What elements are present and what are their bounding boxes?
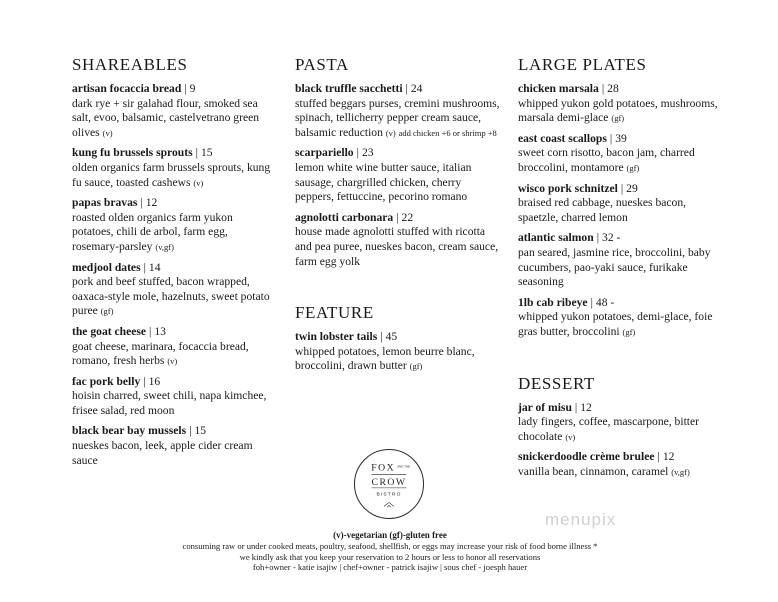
menu-item-name: black bear bay mussels bbox=[72, 424, 187, 438]
dietary-tag: (v) bbox=[167, 356, 178, 367]
menu-item-description-text: whipped yukon potatoes, demi-glace, foie gras butter, broccolini bbox=[518, 310, 713, 338]
menu-item-price: 15 bbox=[200, 146, 213, 160]
menu-item-header bbox=[518, 401, 718, 416]
menu-item-description bbox=[72, 340, 277, 369]
price-separator: | bbox=[356, 146, 359, 160]
menu-item bbox=[518, 182, 718, 226]
menu-item-name: jar of misu bbox=[518, 400, 572, 414]
dietary-tag: (gf) bbox=[611, 113, 625, 124]
menu-item-name: east coast scallops bbox=[518, 131, 607, 145]
menu-item-description bbox=[295, 161, 500, 205]
menu-item-description-text: roasted olden organics farm yukon potatoes, chili de arbol, farm egg, rosemary-parsley bbox=[72, 210, 233, 253]
price-separator: | bbox=[396, 210, 399, 224]
menu-item-price: 12 bbox=[662, 450, 675, 464]
dietary-tag: (v) bbox=[565, 431, 576, 442]
menu-item-price: 22 bbox=[401, 210, 414, 224]
pasta-column bbox=[295, 55, 500, 380]
menu-item-description bbox=[518, 246, 718, 290]
dietary-tag: (v) bbox=[102, 127, 113, 138]
menu-item bbox=[72, 325, 277, 369]
menu-item-description-text: whipped potatoes, lemon beurre blanc, broccolini, drawn butter bbox=[295, 344, 475, 373]
menu-item-name: 1lb cab ribeye bbox=[518, 295, 588, 309]
menu-item-header bbox=[72, 261, 277, 276]
logo-line2: CROW bbox=[371, 476, 407, 488]
section-title-feature: FEATURE bbox=[295, 303, 374, 323]
menu-item-description-text: sweet corn risotto, bacon jam, charred broccolini, montamore bbox=[518, 146, 695, 174]
price-separator: | bbox=[184, 82, 187, 95]
menu-item-description-text: lemon white wine butter sauce, italian sausage, chargrilled chicken, cherry peppers, fettuccine, pecorino romano bbox=[295, 160, 472, 204]
menu-item bbox=[518, 450, 718, 479]
menu-footer bbox=[120, 530, 660, 573]
menu-item-header bbox=[518, 82, 718, 97]
large-plates-column bbox=[518, 55, 718, 485]
menu-item-description-text: dark rye + sir galahad flour, smoked sea salt, evoo, balsamic, castelvetrano green olives bbox=[72, 96, 260, 139]
logo-emblem-icon bbox=[355, 450, 423, 518]
dietary-tag: (gf) bbox=[622, 326, 636, 337]
menu-item-description bbox=[295, 97, 500, 141]
price-separator: | bbox=[140, 196, 143, 210]
menu-item-name: medjool dates bbox=[72, 260, 141, 274]
menu-item-name: agnolotti carbonara bbox=[295, 210, 394, 224]
logo-line1: FOX bbox=[371, 462, 396, 474]
menu-item-price: 23 bbox=[361, 146, 374, 160]
menu-item-description bbox=[518, 196, 718, 225]
menu-item-price: 14 bbox=[148, 260, 161, 274]
menu-item-header bbox=[295, 330, 500, 345]
menu-item-name: wisco pork schnitzel bbox=[518, 181, 618, 195]
menu-item-description-text: olden organics farm brussels sprouts, kung fu sauce, toasted cashews bbox=[72, 160, 271, 189]
menu-item-price: 48 - bbox=[595, 295, 615, 309]
section-title-dessert: DESSERT bbox=[518, 373, 595, 393]
menu-item-description bbox=[72, 211, 277, 255]
menu-item-description bbox=[72, 161, 277, 190]
menu-item-description-text: hoisin charred, sweet chili, napa kimchee, frisee salad, red moon bbox=[72, 389, 267, 417]
fox-and-crow-logo bbox=[354, 449, 424, 519]
menu-item-name: artisan focaccia bread bbox=[72, 82, 182, 95]
menu-item-description bbox=[72, 389, 277, 418]
menu-item-description bbox=[518, 465, 718, 480]
menu-item-header bbox=[295, 146, 500, 161]
menu-item bbox=[518, 401, 718, 445]
price-separator: | bbox=[143, 260, 146, 274]
menu-item-header bbox=[72, 146, 277, 161]
menu-item-price: 45 bbox=[385, 330, 398, 344]
diet-legend: (v)-vegetarian (gf)-gluten free bbox=[333, 530, 447, 540]
logo-line1b: AND THE bbox=[397, 464, 410, 469]
price-separator: | bbox=[143, 374, 146, 388]
menu-item-description bbox=[518, 415, 718, 444]
price-separator: | bbox=[380, 330, 383, 344]
section-title-shareables: SHAREABLES bbox=[72, 55, 188, 74]
reservation-notice: we kindly ask that you keep your reservation to 2 hours or less to honor all reservations bbox=[239, 551, 541, 562]
price-separator: | bbox=[574, 400, 578, 414]
menu-item-name: the goat cheese bbox=[72, 324, 147, 338]
menu-item-name: snickerdoodle crème brulee bbox=[518, 450, 655, 464]
menu-item-name: kung fu brussels sprouts bbox=[72, 146, 193, 160]
menu-item-name: fac pork belly bbox=[72, 374, 141, 388]
menu-item-description bbox=[295, 345, 500, 374]
menu-item-name: black truffle sacchetti bbox=[295, 82, 403, 95]
menu-item-header bbox=[518, 296, 718, 311]
price-separator: | bbox=[149, 324, 152, 338]
menu-item bbox=[518, 82, 718, 126]
menu-item-header bbox=[518, 132, 718, 147]
staff-credits: foh+owner - katie isajiw | chef+owner - patrick isajiw | sous chef - joesph hauer bbox=[252, 562, 528, 573]
menu-item-price: 12 bbox=[580, 400, 592, 414]
menu-item bbox=[295, 146, 500, 204]
menu-item bbox=[72, 375, 277, 419]
menu-item-description-text: pork and beef stuffed, bacon wrapped, oaxaca-style mole, hazelnuts, sweet potato puree bbox=[72, 275, 270, 318]
menu-item-name: scarpariello bbox=[295, 146, 354, 160]
menu-item-price: 12 bbox=[145, 196, 158, 210]
menu-item-header bbox=[72, 325, 277, 340]
menu-item bbox=[72, 82, 277, 140]
menu-item-header bbox=[72, 196, 277, 211]
menu-item-description-text: nueskes bacon, leek, apple cider cream sauce bbox=[72, 439, 253, 467]
section-title-pasta: PASTA bbox=[295, 55, 349, 74]
dietary-tag: (gf) bbox=[409, 361, 423, 372]
menu-item-price: 24 bbox=[410, 82, 423, 95]
menu-item-description-text: house made agnolotti stuffed with ricotta and pea puree, nueskes bacon, cream sauce, farm egg yolk bbox=[295, 225, 499, 268]
menu-item-description-text: lady fingers, coffee, mascarpone, bitter chocolate bbox=[518, 415, 700, 443]
menu-item-header bbox=[72, 82, 277, 97]
menu-item-header bbox=[72, 375, 277, 390]
menu-item-name: papas bravas bbox=[72, 196, 138, 210]
dietary-tag: (v,gf) bbox=[155, 241, 174, 252]
menu-item-description-text: braised red cabbage, nueskes bacon, spaetzle, charred lemon bbox=[518, 196, 687, 224]
menu-item-header bbox=[518, 182, 718, 197]
menu-item-name: twin lobster tails bbox=[295, 330, 378, 344]
price-separator: | bbox=[590, 295, 593, 309]
dietary-tag: (v,gf) bbox=[671, 466, 690, 477]
menu-item-description-text: stuffed beggars purses, cremini mushrooms, spinach, tellicherry pepper cream sauce, balsamic reduction bbox=[295, 96, 500, 139]
menupix-watermark: menupix bbox=[545, 510, 617, 529]
menu-item-description bbox=[518, 310, 718, 339]
menu-item-description-text: vanilla bean, cinnamon, caramel bbox=[518, 464, 669, 478]
menu-item-description bbox=[518, 146, 718, 175]
menu-item-price: 32 - bbox=[602, 231, 621, 245]
price-separator: | bbox=[189, 424, 192, 438]
menu-item-header bbox=[518, 231, 718, 246]
section-title-large-plates: LARGE PLATES bbox=[518, 55, 647, 74]
menu-item bbox=[72, 196, 277, 254]
add-on-note: add chicken +6 or shrimp +8 bbox=[398, 127, 497, 138]
menu-item bbox=[72, 146, 277, 190]
menu-item-description-text: goat cheese, marinara, focaccia bread, romano, fresh herbs bbox=[72, 339, 249, 368]
menu-item bbox=[295, 330, 500, 374]
menu-item bbox=[518, 132, 718, 176]
menu-item bbox=[295, 82, 500, 140]
menu-item-price: 13 bbox=[154, 324, 166, 338]
dietary-tag: (gf) bbox=[626, 162, 640, 173]
food-safety-notice: consuming raw or under cooked meats, poultry, seafood, shellfish, or eggs may increase your risk of food borne illness * bbox=[182, 540, 598, 551]
menu-item-price: 29 bbox=[626, 181, 638, 195]
menu-item bbox=[72, 424, 277, 468]
dietary-tag: (gf) bbox=[100, 306, 114, 317]
menu-item-price: 28 bbox=[607, 82, 619, 95]
menu-item bbox=[72, 261, 277, 319]
menu-item-description bbox=[72, 97, 277, 141]
price-separator: | bbox=[195, 146, 198, 160]
shareables-column bbox=[72, 55, 277, 474]
menu-item-description-text: pan seared, jasmine rice, broccolini, baby cucumbers, pao-yaki sauce, furikake seasoning bbox=[518, 245, 711, 289]
price-separator: | bbox=[609, 131, 613, 145]
dietary-tag: (v) bbox=[193, 177, 204, 188]
price-separator: | bbox=[405, 82, 408, 95]
logo-line3: BISTRO bbox=[376, 492, 402, 498]
menu-item-price: 15 bbox=[194, 424, 207, 438]
menu-item-name: chicken marsala bbox=[518, 82, 599, 95]
menu-item-header bbox=[518, 450, 718, 465]
menu-item-description bbox=[72, 439, 277, 468]
menu-item bbox=[518, 296, 718, 340]
menu-item-header bbox=[72, 424, 277, 439]
dietary-tag: (v) bbox=[385, 127, 396, 138]
price-separator: | bbox=[657, 450, 660, 464]
price-separator: | bbox=[596, 231, 600, 245]
menu-item-description bbox=[72, 275, 277, 319]
menu-item-name: atlantic salmon bbox=[518, 231, 594, 245]
menu-item-header bbox=[295, 82, 500, 97]
menu-item-price: 39 bbox=[615, 131, 627, 145]
price-separator: | bbox=[620, 181, 624, 195]
price-separator: | bbox=[601, 82, 605, 95]
menu-item bbox=[518, 231, 718, 289]
menu-item-description bbox=[518, 97, 718, 126]
menu-item-header bbox=[295, 211, 500, 226]
menu-item bbox=[295, 211, 500, 269]
menu-item-description-text: whipped yukon gold potatoes, mushrooms, marsala demi-glace bbox=[518, 96, 718, 125]
menu-item-description bbox=[295, 225, 500, 269]
menu-item-price: 16 bbox=[148, 374, 161, 388]
menu-item-price: 9 bbox=[189, 82, 196, 95]
